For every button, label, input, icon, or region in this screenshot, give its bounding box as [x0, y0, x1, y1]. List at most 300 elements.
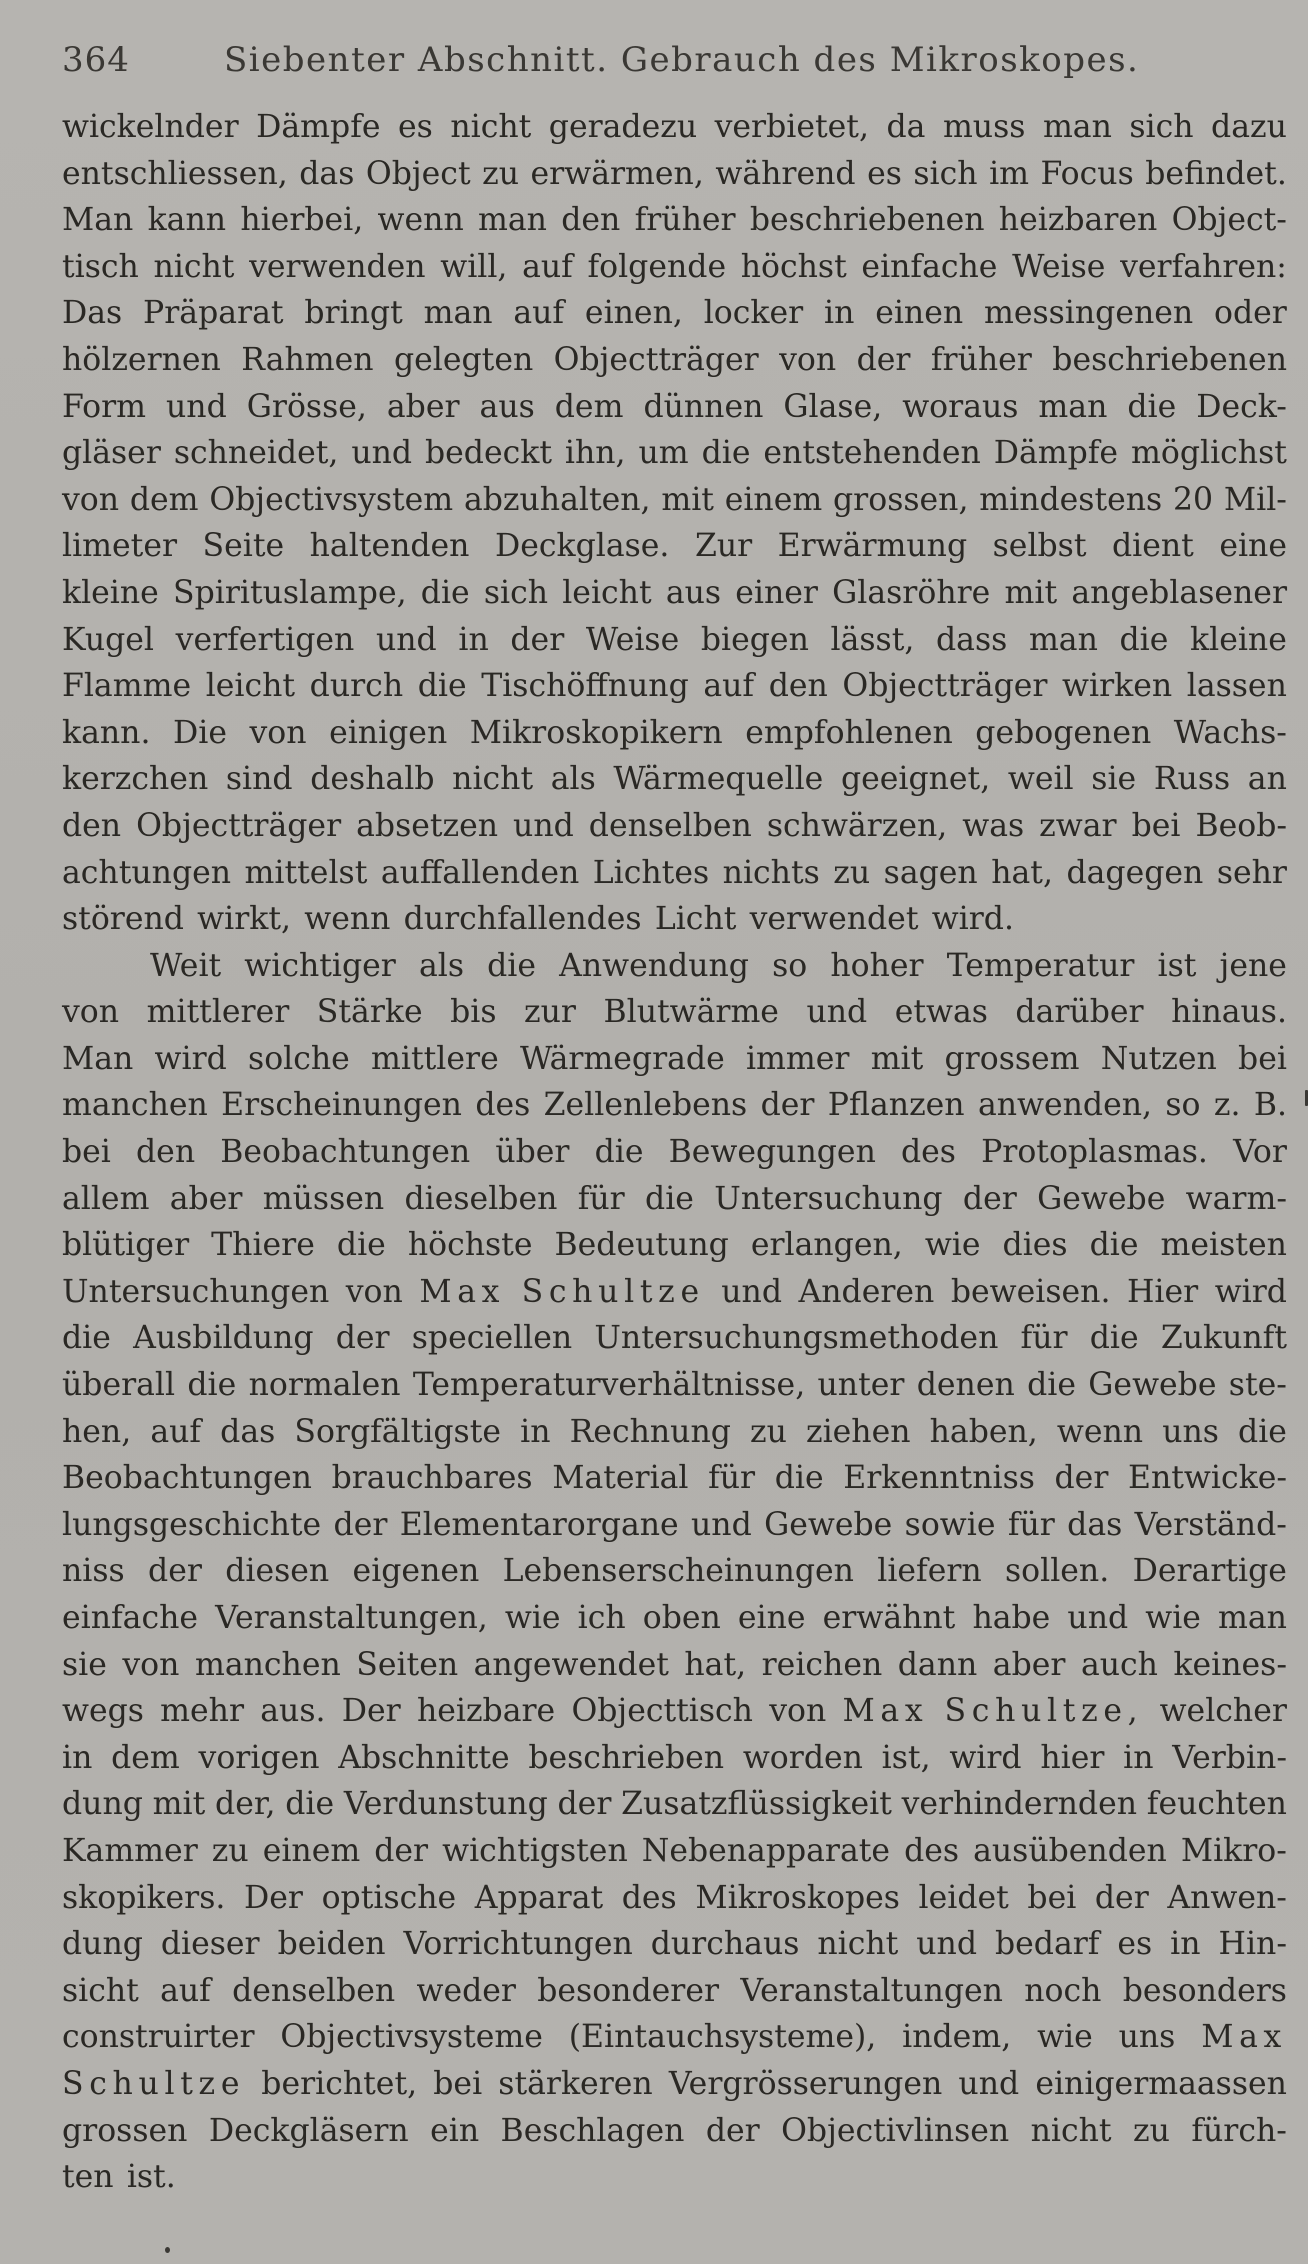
word: um [638, 435, 689, 472]
word: Dämpfe [993, 435, 1119, 472]
word: der [705, 2112, 760, 2149]
word: als [550, 761, 596, 798]
word: die [594, 1134, 644, 1171]
word: und [721, 1273, 783, 1310]
word: leicht [562, 574, 652, 611]
word: und [166, 388, 227, 425]
word: an [1247, 761, 1287, 798]
word: das [1067, 1506, 1123, 1543]
word: will, [440, 248, 508, 285]
text-line [62, 1968, 1287, 2015]
word: Untersuchungen [62, 1273, 330, 1310]
word: angeblasener [1071, 574, 1287, 611]
word: Rahmen [241, 341, 374, 378]
text-line [62, 850, 1287, 897]
word: Kammer [62, 1832, 198, 1869]
word: Focus [1040, 155, 1134, 192]
word: in [458, 621, 489, 658]
word: immer [745, 1040, 850, 1077]
word: Sorgfältigste [294, 1413, 502, 1450]
word: da [886, 109, 926, 145]
word: bei [1027, 1879, 1077, 1916]
word: wird. [931, 901, 1014, 938]
word: durchfallendes [403, 901, 642, 938]
word: kleine [62, 574, 159, 611]
word: aus. [260, 1693, 326, 1730]
word: zu [833, 854, 871, 891]
word: Thiere [211, 1227, 315, 1264]
word: gelegten [393, 341, 534, 378]
word: die [1127, 388, 1177, 425]
word: auf [150, 1413, 202, 1450]
word: Zukunft [1160, 1320, 1287, 1357]
word: Spirituslampe, [173, 574, 407, 611]
word: Objectivlinsen [781, 2112, 1010, 2149]
word: gebogenen [975, 714, 1152, 751]
word: die [701, 435, 751, 472]
word: Max [842, 1693, 929, 1730]
word: und [351, 435, 413, 472]
text-line [62, 617, 1287, 664]
word: bei [62, 1134, 111, 1171]
text-line [62, 523, 1287, 570]
text-line [62, 1409, 1287, 1456]
word: erlangen, [750, 1227, 903, 1264]
word: entschliessen, [62, 155, 288, 192]
text-line [62, 337, 1287, 384]
word: beschriebenen [1052, 341, 1287, 378]
word: Temperaturverhältnisse, [412, 1367, 806, 1404]
word: fürch- [1191, 2112, 1287, 2149]
word: etwas [894, 994, 988, 1031]
word: normalen [248, 1367, 401, 1404]
word: ist. [126, 2159, 176, 2196]
word: warm- [1185, 1180, 1287, 1217]
word: höchste [407, 1227, 533, 1264]
word: aus [479, 388, 535, 425]
word: für [1020, 1320, 1068, 1357]
word: aber [169, 1180, 243, 1217]
word: hen, [62, 1413, 132, 1450]
word: wenn [377, 202, 464, 239]
word: wie [504, 1600, 561, 1636]
word: dünnen [643, 388, 764, 425]
word: Vorrichtungen [403, 1926, 633, 1963]
word: Zusatzflüssigkeit [621, 1786, 892, 1823]
text-line [62, 710, 1287, 757]
word: Anwendung [559, 947, 749, 984]
word: Man [62, 202, 134, 239]
word: Weise [585, 621, 680, 658]
word: Grösse, [246, 388, 367, 425]
word: bringt [304, 295, 403, 332]
word: Die [172, 714, 227, 751]
word: Temperatur [946, 947, 1135, 984]
word: wirkt, [197, 901, 292, 938]
word: Erscheinungen [221, 1087, 462, 1124]
word: verwenden [249, 248, 426, 285]
text-line [62, 430, 1287, 477]
word: möglichst [1131, 435, 1287, 472]
word: einigermaassen [1035, 2065, 1287, 2102]
word: dem [111, 1739, 180, 1776]
word: Lichtes [592, 854, 710, 891]
text-line [62, 244, 1287, 291]
word: bei [1131, 807, 1181, 844]
word: sowie [904, 1506, 996, 1543]
word: Zur [694, 528, 753, 565]
word: Wärmequelle [613, 761, 824, 798]
word: Der [341, 1693, 401, 1730]
word: verfertigen [175, 621, 355, 658]
word: der [1094, 1879, 1149, 1916]
word: besonders [1122, 1972, 1287, 2009]
word: sicht [62, 1972, 139, 2009]
word: im [989, 155, 1030, 192]
word: Seiten [356, 1646, 459, 1683]
word: einfache [62, 1600, 199, 1636]
word: so [1165, 1087, 1201, 1124]
word: den [768, 668, 828, 705]
word: von [62, 994, 120, 1031]
word: für [1007, 1506, 1055, 1543]
word: verbietet, [714, 109, 869, 145]
word: hierbei, [240, 202, 364, 239]
word: Mikro- [1180, 1832, 1287, 1869]
word: der [760, 1087, 815, 1124]
word: mittelst [244, 854, 368, 891]
word: Zellenlebens [543, 1087, 748, 1124]
word: darüber [1015, 994, 1144, 1031]
word: früher [930, 341, 1032, 378]
word: und [513, 807, 574, 844]
word: Kugel [62, 621, 155, 658]
word: die [774, 1460, 824, 1497]
word: niss [62, 1553, 125, 1590]
word: so [772, 947, 808, 984]
word: heizbaren [998, 202, 1158, 239]
word: nicht [450, 109, 532, 145]
word: worden [742, 1739, 863, 1776]
word: man [1028, 621, 1098, 658]
word: Verdunstung [343, 1786, 548, 1823]
word: wird [1214, 1273, 1287, 1310]
word: solche [248, 1040, 350, 1077]
text-line [62, 2154, 1287, 2201]
word: berichtet, [261, 2065, 418, 2102]
word: der [962, 1180, 1017, 1217]
word: Erwärmung [777, 528, 968, 565]
word: stärkeren [498, 2065, 653, 2102]
text-line [62, 1595, 1287, 1642]
word: mit [661, 481, 714, 518]
text-line [62, 1781, 1287, 1828]
word: Beobachtungen [62, 1460, 312, 1497]
word: nicht [452, 761, 534, 798]
word: Max [419, 1273, 506, 1310]
word: als [418, 947, 465, 984]
word: Präparat [143, 295, 284, 332]
text-line [62, 1036, 1287, 1083]
word: empfohlenen [745, 714, 953, 751]
word: zur [524, 994, 576, 1031]
word: Beob- [1195, 807, 1287, 844]
word: der [1054, 1460, 1109, 1497]
word: es [867, 155, 902, 192]
word: die [1119, 621, 1169, 658]
word: muss [942, 109, 1026, 145]
text-line [62, 1176, 1287, 1223]
word: hat, [684, 1646, 747, 1683]
word: für [708, 1460, 756, 1497]
word: Abschnitte [338, 1739, 510, 1776]
word: der [333, 1506, 388, 1543]
word: aus [665, 574, 722, 611]
word: tisch [62, 248, 139, 285]
word: dieser [160, 1926, 260, 1963]
running-head [62, 40, 1292, 90]
word: mehr [160, 1693, 245, 1730]
word: in [824, 295, 855, 332]
word: hoher [830, 947, 924, 984]
word: kerzchen [62, 761, 209, 798]
word: wichtiger [244, 947, 396, 984]
word: oder [1214, 295, 1287, 332]
word: kleine [1190, 621, 1287, 658]
word: geeignet, [840, 761, 991, 798]
word: mittlere [371, 1040, 499, 1077]
word: lässt, [830, 621, 915, 658]
word: die [1027, 1367, 1076, 1404]
word: unter [817, 1367, 905, 1404]
word: sind [225, 761, 293, 798]
word: leicht [205, 668, 296, 705]
text-line [62, 1269, 1287, 1316]
word: Object- [1171, 202, 1287, 239]
word: ein [430, 2112, 480, 2149]
word: weil [1007, 761, 1074, 798]
word: Mikroskopikern [469, 714, 723, 751]
word: die [1238, 1413, 1287, 1450]
word: Nutzen [1100, 1040, 1217, 1077]
word: bei [1238, 1040, 1287, 1077]
word: ste- [1228, 1367, 1287, 1404]
word: meisten [1160, 1227, 1287, 1264]
word: sie [62, 1646, 107, 1683]
word: wie [924, 1227, 981, 1264]
word: lassen [1186, 668, 1287, 705]
word: des [900, 1134, 956, 1171]
word: Bedeutung [554, 1227, 729, 1264]
word: jene [1219, 947, 1287, 984]
word: für [577, 1180, 625, 1217]
word: Dämpfe [256, 109, 381, 145]
page-number: 364 [62, 40, 130, 80]
word: die [1089, 1227, 1139, 1264]
word: Objectträger [842, 668, 1048, 705]
word: und [806, 994, 868, 1031]
text-line [62, 1315, 1287, 1362]
word: den [561, 202, 621, 239]
word: keines- [1173, 1646, 1287, 1683]
word: blütiger [62, 1227, 190, 1264]
word: von [122, 1646, 180, 1683]
word: aber [992, 1646, 1066, 1683]
word: sich [1129, 109, 1194, 145]
word: Untersuchungsmethoden [594, 1320, 999, 1357]
word: die [62, 1320, 111, 1357]
word: in [62, 1739, 93, 1776]
word: wird [949, 1739, 1022, 1776]
word: Derartige [1132, 1553, 1287, 1590]
word: allem [62, 1180, 150, 1217]
word: Objectivsystem [209, 481, 454, 518]
word: einen, [584, 295, 683, 332]
text-line [62, 1548, 1287, 1595]
word: das [220, 1413, 276, 1450]
word: heizbare [416, 1693, 556, 1730]
word: Apparat [474, 1879, 604, 1916]
text-line [62, 290, 1287, 337]
word: deshalb [310, 761, 435, 798]
word: befindet. [1145, 155, 1287, 192]
word: optische [321, 1879, 457, 1916]
word: construirter [62, 2019, 255, 2056]
word: den [136, 1134, 196, 1171]
word: man [1218, 1600, 1287, 1636]
word: Mikroskopes [695, 1879, 900, 1916]
word: ist, [881, 1739, 931, 1776]
text-line [62, 896, 1287, 943]
word: störend [62, 901, 184, 938]
word: die [1089, 1320, 1139, 1357]
word: Beobachtungen [220, 1134, 471, 1171]
word: die [336, 1227, 386, 1264]
word: messingenen [983, 295, 1194, 332]
word: die [187, 1367, 237, 1404]
word: Man [62, 1040, 134, 1077]
word: ten [62, 2159, 114, 2196]
word: beschrieben [528, 1739, 725, 1776]
word: dieselben [404, 1180, 558, 1217]
word: eine [1219, 528, 1287, 565]
word: besonderer [537, 1972, 720, 2009]
word: den [62, 807, 122, 844]
word: dient [1112, 528, 1194, 565]
word: Hier [1126, 1273, 1199, 1310]
word: Rechnung [569, 1413, 731, 1450]
word: Der [244, 1879, 303, 1916]
word: Russ [1153, 761, 1231, 798]
word: Gewebe [764, 1506, 893, 1543]
word: Pflanzen [827, 1087, 965, 1124]
word: es [1117, 1926, 1153, 1963]
word: sich [913, 155, 978, 192]
word: achtungen [62, 854, 232, 891]
word: Veranstaltungen [740, 1972, 1003, 2009]
word: wenn [1056, 1413, 1144, 1450]
word: zu [482, 155, 520, 192]
word: wegs [62, 1693, 144, 1730]
word: des [621, 1879, 677, 1916]
word: Das [62, 295, 123, 332]
word: sagen [883, 854, 978, 891]
word: 20 [1173, 481, 1214, 518]
word: uns [1118, 2019, 1176, 2056]
word: Deckglase. [494, 528, 670, 565]
word: eine [737, 1600, 806, 1636]
word: Glasröhre [832, 574, 991, 611]
word: Wachs- [1173, 714, 1287, 751]
word: Blutwärme [603, 994, 779, 1031]
word: kann. [62, 714, 151, 751]
word: ausübenden [973, 1832, 1167, 1869]
word: Objecttisch [571, 1693, 753, 1730]
word: und [691, 1506, 752, 1543]
word: Schultze [62, 2065, 246, 2102]
word: oben [642, 1600, 721, 1636]
word: locker [703, 295, 804, 332]
word: Object [365, 155, 471, 192]
word: auf [703, 668, 755, 705]
word: manchen [62, 1087, 208, 1124]
word: gläser [62, 435, 161, 472]
word: skopikers. [62, 1879, 226, 1916]
text-line [62, 1735, 1287, 1782]
word: aber [386, 388, 460, 425]
word: z. [1213, 1087, 1241, 1124]
word: und [1067, 1600, 1129, 1636]
word: grossem [944, 1040, 1080, 1077]
word: der [856, 341, 911, 378]
word: mit [1004, 574, 1058, 611]
text-line [62, 570, 1287, 617]
word: mittlerer [146, 994, 290, 1031]
word: von [769, 1693, 827, 1730]
word: dem [554, 388, 624, 425]
word: Verständ- [1134, 1506, 1287, 1543]
word: zu [211, 1832, 249, 1869]
word: Deckgläsern [208, 2112, 409, 2149]
word: diesen [225, 1553, 330, 1590]
word: lungsgeschichte [62, 1506, 322, 1543]
word: man [423, 295, 493, 332]
word: Lebenserscheinungen [502, 1553, 854, 1590]
word: Gewebe [1088, 1367, 1217, 1404]
word: einem [724, 481, 823, 518]
word: Schultze, [944, 1693, 1144, 1730]
word: grossen, [833, 481, 969, 518]
text-line [62, 1222, 1287, 1269]
word: anwenden, [977, 1087, 1153, 1124]
word: mindestens [979, 481, 1163, 518]
word: nichts [722, 854, 820, 891]
word: geradezu [548, 109, 698, 145]
word: was [962, 807, 1025, 844]
word: in [520, 1413, 551, 1450]
word: habe [972, 1600, 1051, 1636]
word: haltenden [309, 528, 470, 565]
word: noch [1024, 1972, 1102, 2009]
word: die [645, 1180, 694, 1217]
word: die [417, 668, 467, 705]
word: der [557, 1786, 612, 1823]
text-line [62, 1502, 1287, 1549]
word: dem [129, 481, 199, 518]
word: der, [215, 1786, 276, 1823]
text-line [62, 477, 1287, 524]
word: von [249, 714, 307, 751]
